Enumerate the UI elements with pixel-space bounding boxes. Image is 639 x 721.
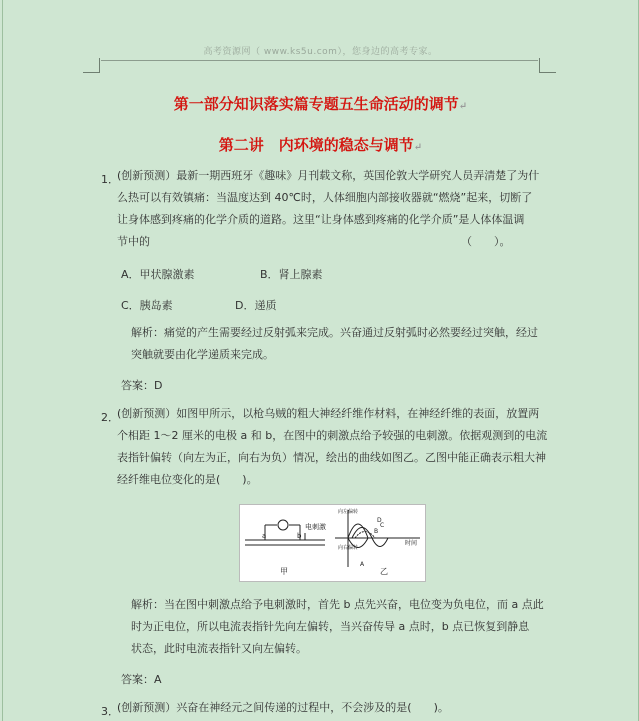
electrode-a-label: a	[262, 532, 267, 540]
question-2-analysis[interactable]: 解析：当在图中刺激点给予电刺激时，首先 b 点先兴奋，电位变为负电位，而 a 点此 时为正电位，所以电流表指针先向左偏转，当兴奋传导 a 点时，b 点已恢复到静息 状态，此时电流表指针又向左偏转。	[131, 598, 544, 655]
question-1-answer[interactable]: 答案：D	[121, 379, 163, 392]
figure-jia-label: 甲	[280, 567, 288, 576]
x-axis-label: 时间	[405, 540, 418, 547]
curve-label-a: A	[360, 561, 365, 568]
figure-yi-label: 乙	[380, 567, 388, 576]
option-d[interactable]: D．递质	[235, 299, 277, 312]
question-2-number: 2．	[101, 411, 119, 424]
document-page	[2, 0, 639, 721]
page-header: 高考资源网（ www.ks5u.com），您身边的高考专家。	[203, 47, 438, 57]
question-1-analysis[interactable]: 解析：痛觉的产生需要经过反射弧来完成。兴奋通过反射弧时必然要经过突触，经过 突触就要由化学递质来完成。	[131, 326, 538, 361]
document-title[interactable]: 第一部分知识落实篇专题五生命活动的调节↵	[173, 95, 468, 113]
option-b[interactable]: B．肾上腺素	[260, 268, 323, 281]
header-rule	[101, 60, 538, 61]
margin-corner-mark	[539, 58, 556, 73]
option-a[interactable]: A．甲状腺激素	[121, 268, 195, 281]
stimulus-label: 电刺激	[305, 523, 326, 531]
question-3-text[interactable]: (创新预测）兴奋在神经元之间传递的过程中，不会涉及的是( )。	[117, 701, 449, 714]
electrode-b-label: b	[297, 532, 302, 540]
option-c[interactable]: C．胰岛素	[121, 299, 173, 312]
curve-label-c: C	[380, 522, 385, 529]
question-1-text[interactable]: (创新预测）最新一期西班牙《趣味》月刊载文称，英国伦敦大学研究人员弄清楚了为什 么热可以有效镇痛：当温度达到 40℃时，人体细胞内部接收器就“燃烧”起来，切断了 让身体感到疼痛的化学介质的道路。这里“让身体感到疼痛的化学介质”是人体体温调 节中的 （ ）。	[117, 165, 557, 253]
question-3-number: 3．	[101, 705, 119, 718]
y-axis-up-label: 向左偏转	[338, 509, 359, 515]
margin-corner-mark	[83, 58, 100, 73]
answer-bracket: （ ）。	[461, 235, 511, 248]
curve-label-d: D	[377, 517, 382, 524]
question-2-answer[interactable]: 答案：A	[121, 673, 162, 686]
curve-label-b: B	[374, 528, 379, 535]
section-title[interactable]: 第二讲 内环境的稳态与调节↵	[218, 136, 423, 154]
y-axis-down-label: 向右偏转	[338, 545, 359, 551]
question-2-text[interactable]: (创新预测）如图甲所示，以枪乌贼的粗大神经纤维作材料，在神经纤维的表面，放置两 个相距 1～2 厘米的电极 a 和 b，在图中的刺激点给予较强的电刺激。依据观测到的电流 表指针偏转（向左为正，向右为负）情况，绘出的曲线如图乙。乙图中能正确表示粗大神 经纤维电位变化的是( )。	[117, 407, 548, 486]
question-1-number: 1．	[101, 173, 119, 186]
experiment-figure	[239, 504, 426, 582]
